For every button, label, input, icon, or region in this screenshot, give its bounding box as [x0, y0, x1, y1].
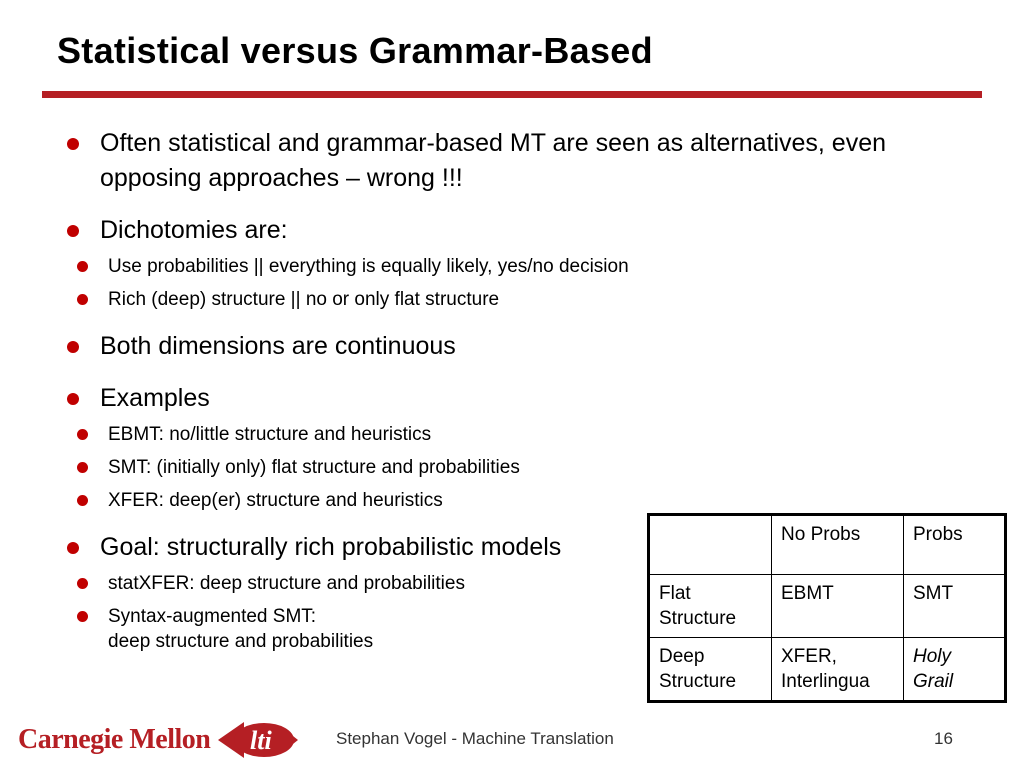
bullet-dot-icon [67, 138, 79, 150]
carnegie-mellon-logo: Carnegie Mellon [18, 724, 211, 755]
cell-line: XFER, [781, 646, 837, 667]
sub-bullet-text: XFER: deep(er) structure and heuristics [108, 490, 443, 511]
bullet-item [63, 329, 943, 364]
row-label-line: Deep [659, 646, 705, 667]
lti-logo-text: lti [250, 726, 272, 755]
sub-bullet-item [26, 488, 943, 513]
bullet-item [63, 213, 943, 248]
sub-bullet-list [63, 422, 943, 513]
table-header-row [649, 515, 1006, 575]
bullet-dot-icon [67, 341, 79, 353]
sub-bullet-item [26, 287, 943, 312]
sub-bullet-item [26, 422, 943, 447]
table-cell [904, 638, 1006, 702]
row-label-line: Structure [659, 671, 737, 692]
bullet-dot-icon [77, 261, 88, 272]
sub-bullet-item [26, 254, 943, 279]
bullet-text: Goal: structurally rich probabilistic models [100, 533, 562, 561]
bullet-dot-icon [77, 462, 88, 473]
bullet-text: Both dimensions are continuous [100, 332, 456, 360]
bullet-text: Often statistical and grammar-based MT are seen as alternatives, even opposing approaches – wrong !!! [100, 129, 887, 192]
cell-line: Grail [913, 671, 954, 692]
comparison-table [647, 513, 1007, 703]
sub-bullet-text-continuation: deep structure and probabilities [108, 631, 374, 652]
bullet-dot-icon [77, 294, 88, 305]
bullet-dot-icon [77, 578, 88, 589]
sub-bullet-text: statXFER: deep structure and probabilities [108, 573, 465, 594]
bullet-item [63, 381, 943, 416]
bullet-dot-icon [67, 225, 79, 237]
bullet-dot-icon [77, 429, 88, 440]
table-cell [772, 638, 904, 702]
sub-bullet-text: EBMT: no/little structure and heuristics [108, 424, 432, 445]
row-label-line: Flat [659, 583, 691, 604]
bullet-dot-icon [77, 495, 88, 506]
table-row-label [649, 575, 772, 638]
sub-bullet-text: Use probabilities || everything is equally likely, yes/no decision [108, 256, 629, 277]
table-row [649, 575, 1006, 638]
cell-line: Interlingua [781, 671, 870, 692]
table-cell: SMT [904, 575, 1006, 638]
sub-bullet-text: Syntax-augmented SMT: [108, 606, 317, 627]
table-row [649, 638, 1006, 702]
page-number: 16 [934, 729, 953, 748]
sub-bullet-text: Rich (deep) structure || no or only flat structure [108, 289, 500, 310]
table-cell: EBMT [772, 575, 904, 638]
bullet-dot-icon [67, 542, 79, 554]
table-header-cell [649, 515, 772, 575]
row-label-line: Structure [659, 608, 737, 629]
bullet-text: Dichotomies are: [100, 216, 288, 244]
sub-bullet-text: SMT: (initially only) flat structure and probabilities [108, 457, 520, 478]
bullet-item [63, 126, 943, 196]
lti-logo-icon [216, 718, 298, 762]
table-row-label [649, 638, 772, 702]
cell-line: Holy [913, 646, 952, 667]
bullet-dot-icon [77, 611, 88, 622]
bullet-text: Examples [100, 384, 210, 412]
table-header-cell: Probs [904, 515, 1006, 575]
sub-bullet-item [26, 455, 943, 480]
table-header-cell: No Probs [772, 515, 904, 575]
bullet-dot-icon [67, 393, 79, 405]
slide-title: Statistical versus Grammar-Based [57, 30, 653, 71]
title-divider [42, 91, 982, 98]
sub-bullet-list [63, 254, 943, 312]
footer-caption: Stephan Vogel - Machine Translation [336, 729, 614, 748]
